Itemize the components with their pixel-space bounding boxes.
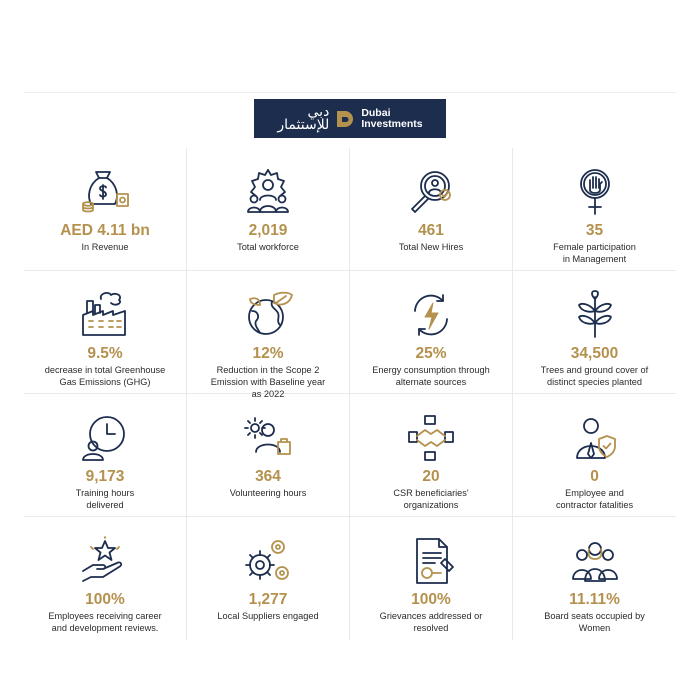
stat-card [513, 517, 676, 640]
document-certificate-icon [405, 535, 457, 587]
stat-label: Volunteering hours [229, 488, 307, 498]
stat-label: Employee and contractor fatalities [555, 488, 634, 510]
plant-icon [569, 289, 621, 341]
stat-label: Total workforce [237, 242, 299, 252]
logo-mark-icon [334, 108, 356, 130]
stat-value: 11.11% [569, 591, 620, 608]
stat-card [513, 394, 676, 517]
board-group-icon [569, 535, 621, 587]
stat-card [24, 517, 187, 640]
stat-value: 100% [85, 591, 125, 608]
clock-person-icon [79, 412, 131, 464]
stat-value: 364 [255, 468, 281, 485]
logo-english-text [361, 108, 422, 130]
logo-english-line-1: Dubai [361, 106, 391, 119]
stat-value: 20 [422, 468, 440, 485]
search-person-icon [405, 166, 457, 218]
stat-label: Employees receiving career and development reviews. [48, 611, 162, 633]
stat-value: 9,173 [85, 468, 125, 485]
stat-value: 461 [418, 222, 444, 239]
stat-card [350, 148, 513, 271]
stat-value: 2,019 [248, 222, 288, 239]
stats-grid [24, 148, 676, 640]
stat-label: Reduction in the Scope 2 Emission with Baseline year as 2022 [210, 365, 326, 399]
money-bag-icon [79, 166, 131, 218]
stat-label: Female participation in Management [553, 242, 636, 264]
stat-label: Local Suppliers engaged [217, 611, 319, 621]
female-hand-icon [569, 166, 621, 218]
stat-card [187, 517, 350, 640]
logo-english-line-2: Investments [361, 117, 423, 130]
hand-star-icon [79, 535, 131, 587]
stat-value: 100% [411, 591, 451, 608]
stat-value: 9.5% [87, 345, 123, 362]
stat-value: 34,500 [570, 345, 619, 362]
renewable-energy-icon [405, 289, 457, 341]
safety-shield-person-icon [569, 412, 621, 464]
stat-label: decrease in total Greenhouse Gas Emissions (GHG) [44, 365, 166, 387]
stat-card [187, 271, 350, 399]
stat-label: Grievances addressed or resolved [379, 611, 483, 633]
stat-card [350, 394, 513, 517]
stat-card [24, 148, 187, 271]
stat-card [350, 517, 513, 640]
volunteer-gear-icon [242, 412, 294, 464]
logo-arabic-line-1: دبي [307, 103, 330, 120]
factory-icon [79, 289, 131, 341]
stat-value: 1,277 [248, 591, 288, 608]
gears-icon [242, 535, 294, 587]
stat-value: AED 4.11 bn [60, 222, 150, 239]
stat-card [350, 271, 513, 394]
stat-value: 25% [415, 345, 447, 362]
stat-value: 12% [252, 345, 284, 362]
stat-label: Board seats occupied by Women [544, 611, 645, 633]
stat-label: Total New Hires [398, 242, 464, 252]
stat-card [187, 394, 350, 517]
logo-arabic-text [277, 103, 330, 133]
stat-card [187, 148, 350, 271]
stat-value: 0 [590, 468, 599, 485]
logo-arabic-line-2: للإستثمار [277, 116, 330, 133]
stat-label: CSR beneficiaries' organizations [393, 488, 469, 510]
stat-card [513, 148, 676, 271]
dubai-investments-logo [254, 99, 446, 138]
divider [24, 92, 676, 93]
handshake-icon [405, 412, 457, 464]
globe-leaf-icon [242, 289, 294, 341]
stat-label: Training hours delivered [75, 488, 135, 510]
stat-card [513, 271, 676, 394]
stat-card [24, 394, 187, 517]
stat-label: Energy consumption through alternate sources [372, 365, 490, 387]
stat-label: In Revenue [81, 242, 129, 252]
stat-value: 35 [585, 222, 604, 239]
workforce-gear-icon [242, 166, 294, 218]
stat-card [24, 271, 187, 394]
stat-label: Trees and ground cover of distinct species planted [540, 365, 649, 387]
